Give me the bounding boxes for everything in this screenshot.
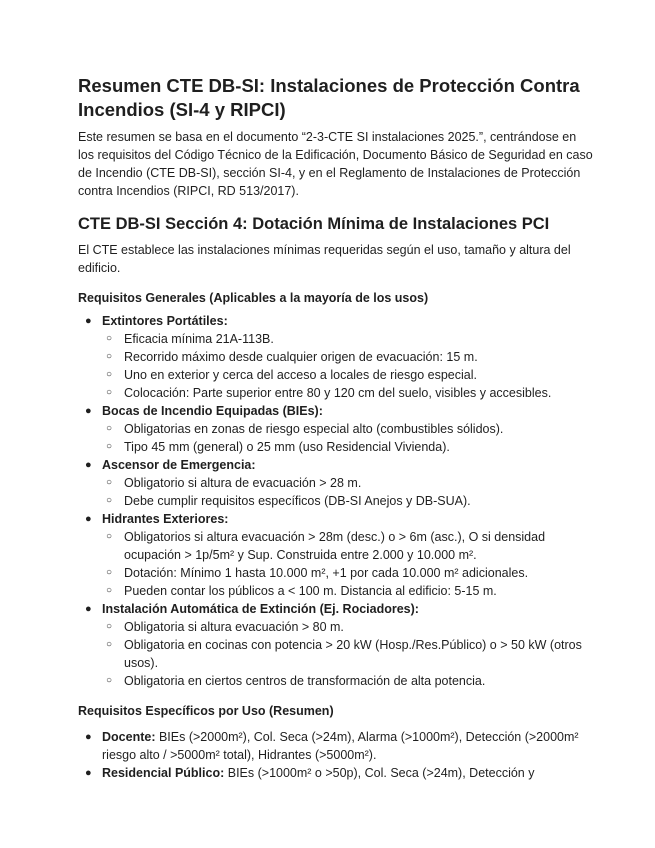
- circle-bullet-icon: ○: [106, 567, 113, 578]
- section-intro-paragraph: El CTE establece las instalaciones mínimas requeridas según el uso, tamaño y altura del edificio.: [78, 243, 571, 275]
- sub-list-item: [102, 384, 595, 402]
- sub-item-text: Pueden contar los públicos a < 100 m. Distancia al edificio: 5-15 m.: [124, 584, 497, 598]
- circle-bullet-icon: ○: [106, 585, 113, 596]
- sub-list-item: [102, 528, 595, 564]
- circle-bullet-icon: ○: [106, 351, 113, 362]
- sub-item-text: Eficacia mínima 21A-113B.: [124, 332, 274, 346]
- sub-list-item: [102, 492, 595, 510]
- specific-requirements-heading: Requisitos Específicos por Uso (Resumen): [78, 704, 334, 718]
- document-title: Resumen CTE DB-SI: Instalaciones de Protección Contra Incendios (SI-4 y RIPCI): [78, 75, 580, 120]
- sub-list-item: [102, 438, 595, 456]
- intro-paragraph: Este resumen se basa en el documento “2-3-CTE SI instalaciones 2025.”, centrándose en los requisitos del Código Técnico de la Edificación, Documento Básico de Seguridad en caso de Incendio (CTE DB-SI), sección SI-4, y en el Reglamento de Instalaciones de Protección contra Incendios (RIPCI, RD 513/2017).: [78, 130, 593, 198]
- bullet-icon: ●: [85, 315, 92, 327]
- circle-bullet-icon: ○: [106, 639, 113, 650]
- sub-list-item: [102, 348, 595, 366]
- sub-item-text: Obligatoria en cocinas con potencia > 20 kW (Hosp./Res.Público) o > 50 kW (otros usos).: [124, 638, 582, 670]
- sub-list-item: [102, 474, 595, 492]
- sub-item-text: Recorrido máximo desde cualquier origen de evacuación: 15 m.: [124, 350, 478, 364]
- sub-item-text: Tipo 45 mm (general) o 25 mm (uso Residencial Vivienda).: [124, 440, 450, 454]
- sub-item-text: Obligatorios si altura evacuación > 28m (desc.) o > 6m (asc.), O si densidad ocupación > 1p/5m² y Sup. Construida entre 2.000 y 10.000 m².: [124, 530, 546, 562]
- circle-bullet-icon: ○: [106, 621, 113, 632]
- bullet-icon: ●: [85, 731, 92, 743]
- sub-list-item: [102, 420, 595, 438]
- bullet-icon: ●: [85, 603, 92, 615]
- bullet-icon: ●: [85, 405, 92, 417]
- bullet-icon: ●: [85, 513, 92, 525]
- general-requirements-heading: Requisitos Generales (Aplicables a la mayoría de los usos): [78, 291, 429, 305]
- item-label: Ascensor de Emergencia:: [102, 458, 256, 472]
- circle-bullet-icon: ○: [106, 531, 113, 542]
- specific-requirements-section: [78, 702, 595, 782]
- list-item-hidrantes: [78, 510, 595, 600]
- sub-item-text: Debe cumplir requisitos específicos (DB-SI Anejos y DB-SUA).: [124, 494, 471, 508]
- general-requirements-list: [78, 312, 595, 690]
- sub-item-text: Obligatoria en ciertos centros de transformación de alta potencia.: [124, 674, 486, 688]
- circle-bullet-icon: ○: [106, 495, 113, 506]
- sub-item-text: Obligatorio si altura de evacuación > 28 m.: [124, 476, 362, 490]
- bullet-icon: ●: [85, 767, 92, 779]
- sub-item-text: Uno en exterior y cerca del acceso a locales de riesgo especial.: [124, 368, 477, 382]
- sub-list: [102, 330, 595, 402]
- list-item-bies: [78, 402, 595, 456]
- sub-item-text: Obligatoria si altura evacuación > 80 m.: [124, 620, 344, 634]
- section-heading-si4: CTE DB-SI Sección 4: Dotación Mínima de Instalaciones PCI: [78, 215, 550, 233]
- sub-list-item: [102, 564, 595, 582]
- sub-list: [102, 528, 595, 600]
- sub-list-item: [102, 366, 595, 384]
- sub-list-item: [102, 582, 595, 600]
- list-item-extincion-automatica: [78, 600, 595, 690]
- list-item-docente: [78, 728, 595, 764]
- item-label: Extintores Portátiles:: [102, 314, 228, 328]
- circle-bullet-icon: ○: [106, 387, 113, 398]
- list-item-residencial-publico: [78, 764, 595, 782]
- item-label: Bocas de Incendio Equipadas (BIEs):: [102, 404, 323, 418]
- sub-list: [102, 420, 595, 456]
- sub-list-item: [102, 330, 595, 348]
- sub-item-text: Dotación: Mínimo 1 hasta 10.000 m², +1 por cada 10.000 m² adicionales.: [124, 566, 529, 580]
- sub-item-text: Colocación: Parte superior entre 80 y 120 cm del suelo, visibles y accesibles.: [124, 386, 552, 400]
- item-label: Instalación Automática de Extinción (Ej. Rociadores):: [102, 602, 419, 616]
- circle-bullet-icon: ○: [106, 423, 113, 434]
- list-item-ascensor: [78, 456, 595, 510]
- sub-list: [102, 618, 595, 690]
- item-label: Docente:: [102, 730, 156, 744]
- sub-list: [102, 474, 595, 510]
- item-label: Residencial Público:: [102, 766, 225, 780]
- item-label: Hidrantes Exteriores:: [102, 512, 229, 526]
- sub-list-item: [102, 672, 595, 690]
- specific-requirements-list: [78, 728, 595, 782]
- bullet-icon: ●: [85, 459, 92, 471]
- circle-bullet-icon: ○: [106, 477, 113, 488]
- item-text: BIEs (>1000m² o >50p), Col. Seca (>24m), Detección y: [224, 766, 535, 780]
- circle-bullet-icon: ○: [106, 369, 113, 380]
- item-text: BIEs (>2000m²), Col. Seca (>24m), Alarma (>1000m²), Detección (>2000m² riesgo alto / >5000m² total), Hidrantes (>5000m²).: [102, 730, 579, 762]
- circle-bullet-icon: ○: [106, 675, 113, 686]
- list-item-extintores: [78, 312, 595, 402]
- sub-list-item: [102, 636, 595, 672]
- circle-bullet-icon: ○: [106, 333, 113, 344]
- sub-list-item: [102, 618, 595, 636]
- sub-item-text: Obligatorias en zonas de riesgo especial alto (combustibles sólidos).: [124, 422, 504, 436]
- circle-bullet-icon: ○: [106, 441, 113, 452]
